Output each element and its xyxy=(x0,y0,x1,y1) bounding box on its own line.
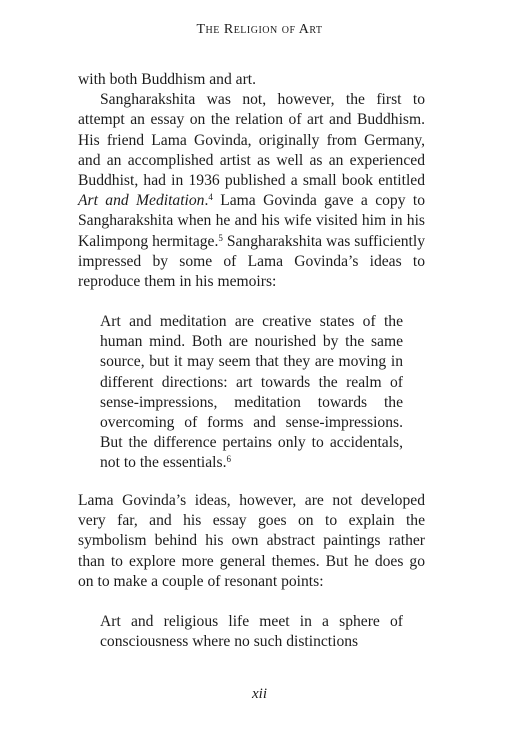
footnote-marker: 4 xyxy=(208,192,213,203)
quote-text: Art and religious life meet in a sphere of consciousness where no such distinctions xyxy=(100,613,403,651)
footnote-marker: 6 xyxy=(226,453,231,464)
running-head: The Religion of Art xyxy=(196,22,323,37)
block-quote xyxy=(100,312,403,473)
quote-text: Art and meditation are creative states of the human mind. Both are nourished by the same source, but it may seem that they are moving in different directions: art towards the realm of sense-impressions, meditation towards the overcoming of forms and sense-impressions. But the difference pertains only to accidentals, not to the essentials. xyxy=(100,313,403,471)
block-quote xyxy=(100,612,403,652)
book-title: Art and Meditation xyxy=(78,192,205,210)
paragraph-text: Sangharakshita was sufficiently impressed by some of Lama Govinda’s ideas to reproduce them in his memoirs: xyxy=(78,232,426,291)
footnote-marker: 5 xyxy=(218,232,223,243)
paragraph-text: Sangharakshita was not, however, the first to attempt an essay on the relation of art and Buddhism. His friend Lama Govinda, originally from Germany, and an accomplished artist as well as an experienced Buddhist, had in 1936 published a small book entitled xyxy=(78,91,425,190)
body-text xyxy=(78,70,425,670)
page-number: xii xyxy=(252,686,267,702)
paragraph-govinda-ideas: Lama Govinda’s ideas, however, are not developed very far, and his essay goes on to explain the symbolism behind his own abstract paintings rather than to explore more general themes. But he does go on to make a couple of resonant points: xyxy=(78,491,425,590)
paragraph-text: . xyxy=(204,192,209,210)
paragraph-text: Lama Govinda gave a copy to Sangharakshita when he and his wife visited him in his Kalimpong hermitage. xyxy=(78,192,426,250)
paragraph-sangharakshita xyxy=(78,90,425,292)
paragraph-continuation: with both Buddhism and art. xyxy=(78,71,257,88)
